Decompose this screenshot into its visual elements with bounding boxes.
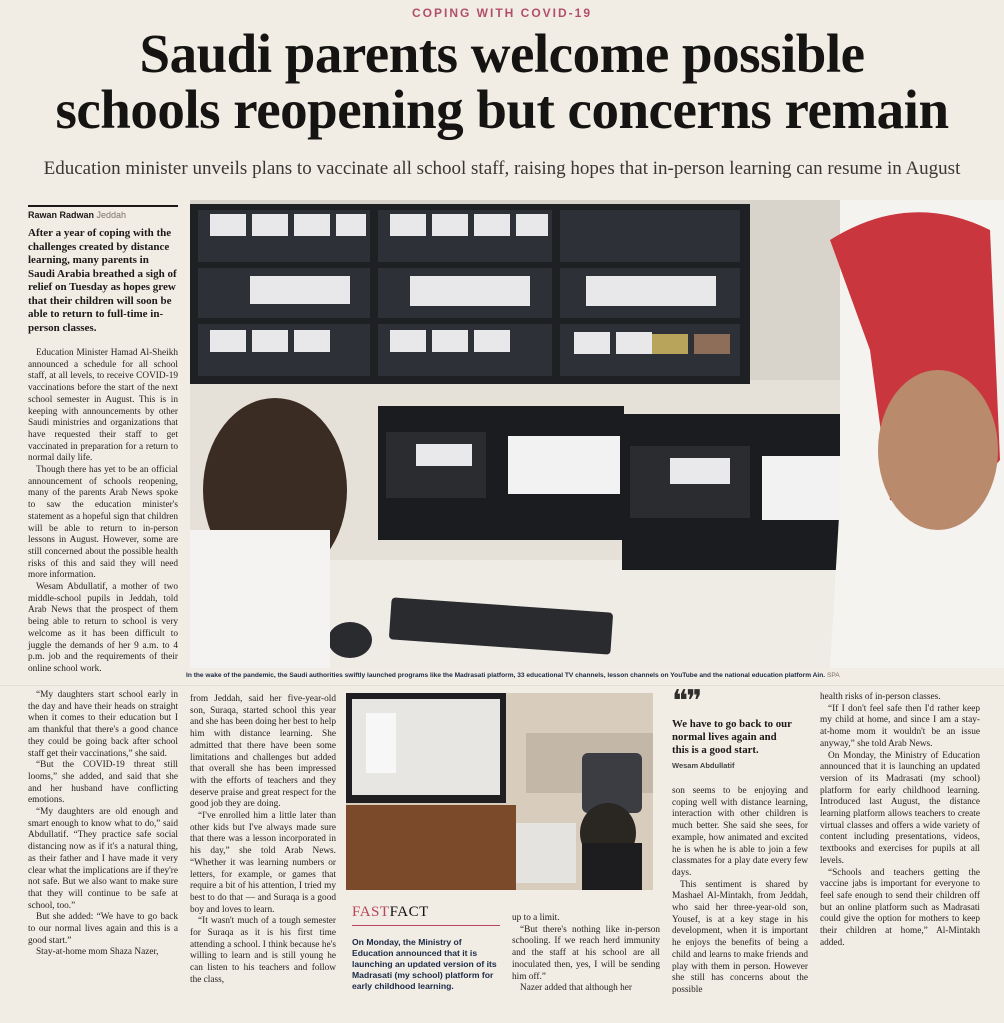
paragraph: “My daughters are old enough and smart enough to know what to do,” said Abdullatif. “They practice safe social distancing now as if it's a natural thing, as their father and I have made it very clear what the implications are if they're not safe. But we also want to make sure that they will continue to be safe at school, too.” [28, 807, 178, 911]
headline-line-1: Saudi parents welcome possible [139, 23, 865, 84]
paragraph: “If I don't feel safe then I'd rather keep my child at home, and since I am a stay-at-home mom it wouldn't be an issue anyway,” she told Arab News. [820, 703, 980, 749]
deck-subheadline: Education minister unveils plans to vaccinate all school staff, raising hopes that in-person learning can resume in August [43, 158, 961, 179]
caption-text: In the wake of the pandemic, the Saudi authorities swiftly launched programs like the Madrasati platform, 33 educational TV channels, lesson channels on YouTube and the national education platform Ain. [186, 672, 826, 679]
paragraph: But she added: “We have to go back to our normal lives again and this is a good start.” [28, 912, 178, 946]
paragraph: “I've enrolled him a little later than other kids but I've always made sure that there was a lesson incorporated in his day,” she told Arab News. “Whether it was learning numbers or letters, for example, or games that require a bit of his attention, I tried my best to do that — and Suraqa is a good boy and loves to learn. [190, 811, 336, 915]
paragraph: Though there has yet to be an official announcement of schools reopening, many of the parents Arab News spoke to saw the education minister's statement as a hopeful sign that children will be able to return to in-person lessons in August. However, some are still concerned about the possible health risks of this and said they will need more information. [28, 465, 178, 581]
paragraph: “But the COVID-19 threat still looms,” she added, and said that she and her husband have conflicting emotions. [28, 760, 178, 806]
page-fold [0, 685, 1004, 686]
pull-quote [672, 685, 794, 770]
fastfact-box [352, 904, 500, 992]
column-4 [672, 786, 808, 1020]
column-1-lower [28, 690, 178, 1020]
child-learning-illustration [346, 693, 653, 890]
headline [20, 23, 984, 140]
fastfact-title [352, 904, 500, 921]
paragraph: Stay-at-home mom Shaza Nazer, [36, 947, 159, 958]
paragraph: son seems to be enjoying and coping well with distance learning, interaction with other children is much better. She said she sees, for example, how animated and excited he is when he is able to join a few classmates for a play date every few days. [672, 786, 808, 878]
paragraph: This sentiment is shared by Mashael Al-Mintakh, from Jeddah, who said her three-year-old son, Yousef, is at a key stage in his development, when it is important he enjoys the benefits of being a child and learns to make friends and play with them in person. However she still has concerns about the possible [672, 879, 808, 995]
byline-location: Jeddah [96, 210, 127, 220]
secondary-photo [346, 693, 653, 890]
lede-paragraph: After a year of coping with the challenges created by distance learning, many parents in Saudi Arabia breathed a sigh of relief on Tuesday as hopes grew that their children will soon be able to return to full-time in-person classes. [28, 227, 177, 334]
paragraph: “My daughters start school early in the day and have their heads on straight when it comes to their education but I am thankful that there's a good chance they could be going back after school staff get their vaccinations,” she said. [28, 690, 178, 759]
pull-quote-text: We have to go back to our normal lives again and this is a good start. [672, 718, 792, 756]
paragraph: health risks of in-person classes. [820, 692, 941, 702]
column-1-upper [28, 348, 178, 674]
byline-author: Rawan Radwan [28, 210, 95, 220]
main-photo [190, 200, 1004, 668]
byline [28, 210, 178, 220]
fastfact-title-b: FACT [389, 904, 429, 920]
paragraph: Wesam Abdullatif, a mother of two middle-school pupils in Jeddah, told Arab News that the prospect of them being able to return to school is very welcome as it has been difficult to juggle the demands of her 9 a.m. to 4 p.m. job and the requirements of their online school work. [28, 582, 178, 674]
paragraph: “It wasn't much of a tough semester for Suraqa as it is his first time attending a school. I think because he's willing to learn and is still young he can listen to his teachers and follow the class, [190, 916, 336, 985]
paragraph: Education Minister Hamad Al-Sheikh announced a schedule for all school staff, at all levels, to receive COVID-19 vaccinations before the start of the next school semester in August. This is in keeping with announcements by other Saudi ministries and organizations that have requested their staff to get vaccinated in preparation for a return to normal daily life. [28, 348, 178, 464]
byline-rule [28, 205, 178, 207]
paragraph: “But there's nothing like in-person schooling. If we reach herd immunity and the staff at his school are all inoculated then, yes, I will be sending him off.” [512, 924, 660, 982]
fastfact-title-a: FAST [352, 904, 390, 920]
headline-line-2: schools reopening but concerns remain [55, 79, 949, 140]
fastfact-body: On Monday, the Ministry of Education announced that it is launching an updated version of its Madrasati (my school) platform for early childhood learning. [352, 937, 497, 991]
column-2 [190, 694, 336, 1020]
column-5 [820, 692, 980, 1020]
paragraph: up to a limit. [512, 913, 560, 923]
paragraph: On Monday, the Ministry of Education announced that it is launching an updated version of its Madrasati (my school) platform for early childhood learning. Introduced last August, the distance learning platform allows teachers to create virtual classes and offers a wide variety of content including presentations, videos, textbooks and exercises for pupils at all levels. [820, 750, 980, 866]
quote-marks-icon: ❝❞ [672, 685, 701, 718]
caption-credit: SPA [826, 672, 840, 679]
pull-quote-attribution: Wesam Abdullatif [672, 761, 735, 770]
photo-caption [186, 672, 996, 679]
paragraph: Nazer added that although her [520, 983, 633, 994]
control-room-illustration [190, 200, 1004, 668]
column-3 [512, 913, 660, 1021]
section-kicker: COPING WITH COVID-19 [411, 6, 592, 20]
paragraph: “Schools and teachers getting the vaccine jabs is important for everyone to feel safe enough to send their children off but an online platform such as Madrasati could give the option for mothers to keep their children at home,” Al-Mintakh added. [820, 867, 980, 948]
paragraph: from Jeddah, said her five-year-old son, Suraqa, started school this year and she has been doing her best to help him with distance learning. She admitted that there have been some limitations and challenges but added that overall she has been impressed with the efforts of teachers and they deserve praise and great respect for the good job they are doing. [190, 694, 336, 810]
